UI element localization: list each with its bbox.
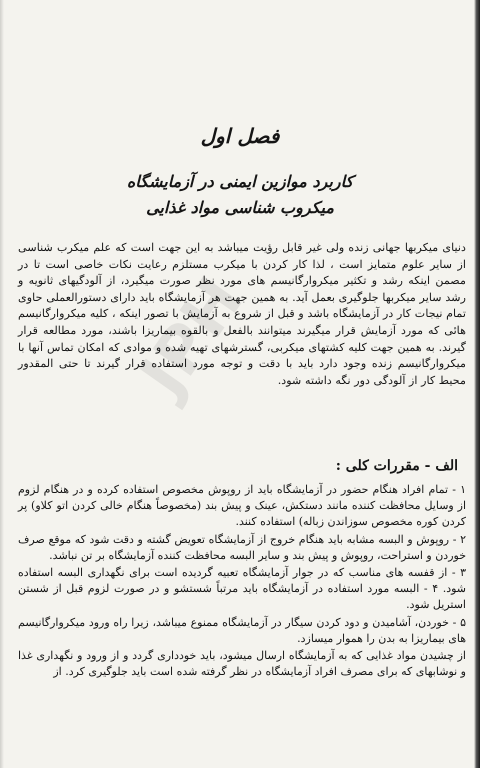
page-edge-shadow (474, 0, 480, 768)
chapter-title: فصل اول (200, 124, 280, 148)
intro-paragraph: دنیای میکربها جهانی زنده ولی غیر قابل رؤیت میباشد به این جهت است که علم میکرب شناسی از سایر علوم متمایز است ، لذا کار کردن با میکرب مستلزم رعایت نکات خاصی است تا در مصمن اینکه رشد و تکثیر میکروارگانیسم های مورد نظر صورت میگیرد، از آلودگیهای ثانویه و رشد سایر میکربها جلوگیری بعمل آید. به همین جهت هر آزمایشگاه باید دارای دستورالعملی حاوی تمام نیجات کار در آزمایشگاه باشد و قبل از شروع به آزمایش با تصور اینکه ، کلیه میکروارگانیسم هائی که مورد آزمایش قرار میگیرند میتوانند بالفعل و بالقوه بیماریزا باشند، مورد مطالعه قرار گیرند. به همین جهت کلیه کشتهای میکربی، گسترشهای تهیه شده و موادی که امکان تماس آنها با میکروارگانیسم زنده وجود دارد باید با دقت و توجه مورد استفاده قرار گیرند تا حتی المقدور محیط کار از آلودگی دور نگه داشته شود. (18, 241, 466, 387)
section-heading: الف - مقررات کلی : (335, 458, 458, 474)
rule-item: ۱ - تمام افراد هنگام حضور در آزمایشگاه باید از روپوش مخصوص استفاده کرده و در هنگام لزوم از وسایل محافظت کننده مانند دستکش، عینک و پیش بند (مخصوصاً هنگام خالی کردن اتو کلاو) پر کردن کوره مخصوص سوزاندن زباله) استفاده کنند. (18, 483, 466, 529)
rule-item: از چشیدن مواد غذایی که به آزمایشگاه ارسال میشود، باید خودداری گردد و از ورود و نگهداری غذا و نوشابهای که برای مصرف افراد آزمایشگاه در نظر گرفته شده است باید جلوگیری کرد. از (18, 649, 466, 679)
rule-item: ۳ - از قفسه های مناسب که در جوار آزمایشگاه تعبیه گردیده است برای نگهداری البسه استفاده شود. ۴ - البسه مورد استفاده در آزمایشگاه باید مرتباً شستشو و در صورت لزوم قبل از شستن استریل شود. (18, 566, 467, 612)
rule-item: ۲ - روپوش و البسه مشابه باید هنگام خروج از آزمایشگاه تعویض گشته و دقت شود که موقع صرف خوردن و استراحت، روپوش و پیش بند و سایر البسه محافظت کننده آزمایشگاه بر تن نباشد. (18, 532, 466, 562)
watermark: JPH (126, 264, 259, 410)
page-title-line-1: کاربرد موازین ایمنی در آزمایشگاه (126, 172, 354, 191)
rule-item: ۵ - خوردن، آشامیدن و دود کردن سیگار در آزمایشگاه ممنوع میباشد، زیرا راه ورود میکروارگانیسم های بیماریزا به بدن را هموار میسازد. (18, 615, 466, 645)
page-title-line-2: میکروب شناسی مواد غذایی (146, 198, 334, 217)
rules-list (18, 482, 466, 681)
binding-shadow (0, 0, 4, 768)
